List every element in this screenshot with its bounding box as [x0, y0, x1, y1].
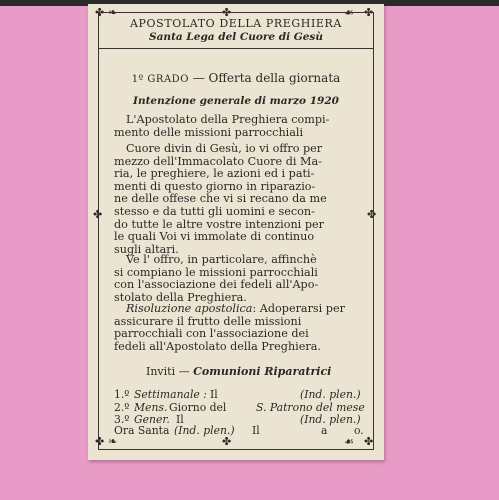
grado-offer: — Offerta della giornata	[192, 71, 341, 85]
row-indulgence: (Ind. plen.)	[174, 424, 235, 437]
text-line: ne delle offese che vi si recano da me	[114, 192, 327, 206]
text-line: mento delle missioni parrocchiali	[114, 125, 304, 139]
communion-row	[114, 424, 362, 436]
row-o: o.	[354, 424, 364, 437]
text-line: stolato della Preghiera.	[114, 290, 247, 304]
row-kind: Settimanale :	[134, 388, 207, 401]
paragraph-resolution	[114, 303, 362, 353]
text-line: parrocchiali con l'associazione dei	[114, 327, 309, 341]
row-day: Il	[210, 388, 218, 401]
text-line: menti di questo giorno in riparazio-	[114, 179, 316, 193]
text-line: ria, le preghiere, le azioni ed i pati-	[114, 167, 315, 181]
bottom-rule	[98, 449, 374, 450]
row-kind: Gener.	[134, 413, 170, 426]
scroll-ornament-icon: ❧	[108, 435, 118, 448]
scroll-ornament-icon: ☙	[344, 435, 354, 448]
row-number: 1.º	[114, 388, 130, 401]
text-line: con l'associazione dei fedeli all'Apo-	[114, 278, 319, 292]
corner-ornament-icon: ✤	[364, 6, 374, 19]
communion-row	[114, 401, 365, 414]
text-line: si compiano le missioni parrocchiali	[114, 265, 318, 279]
corner-ornament-icon: ✤	[95, 435, 105, 448]
row-day: Giorno del	[169, 401, 227, 414]
text-line: stesso e da tutti gli uomini e secon-	[114, 204, 315, 218]
row-hour: Ora Santa	[114, 424, 170, 437]
inviti-subtitle: Comunioni Riparatrici	[193, 365, 332, 378]
text-line: mezzo dell'Immacolato Cuore di Ma-	[114, 154, 322, 168]
inviti-heading	[146, 365, 362, 378]
side-ornament-icon: ✤	[93, 208, 103, 221]
scroll-ornament-icon: ❧	[108, 6, 118, 19]
text-line: le quali Voi vi immolate di continuo	[114, 230, 315, 244]
row-day: Il	[176, 413, 184, 426]
row-day: Il	[252, 424, 260, 437]
communion-row	[114, 388, 362, 400]
text-line: Cuore divin di Gesù, io vi offro per	[126, 142, 323, 155]
text-line: do tutte le altre vostre intenzioni per	[114, 217, 324, 231]
text-line: fedeli all'Apostolato della Preghiera.	[114, 339, 321, 353]
text-line: sugli altari.	[114, 242, 179, 256]
header-rule	[98, 48, 374, 49]
text-line	[114, 303, 362, 316]
grado-degree: 1º GRADO	[131, 74, 189, 85]
inviti-label: Inviti —	[146, 365, 190, 378]
text-line: L'Apostolato della Preghiera compi-	[126, 113, 330, 126]
card-subtitle: Santa Lega del Cuore di Gesù	[149, 31, 323, 43]
resolution-label: Risoluzione apostolica	[126, 302, 253, 315]
row-number: 2.º	[114, 401, 130, 414]
row-indulgence: (Ind. plen.)	[300, 413, 361, 426]
top-rule	[98, 12, 374, 13]
text-line: Ve l' offro, in particolare, affinchè	[126, 253, 317, 266]
intention-heading: Intenzione generale di marzo 1920	[133, 95, 339, 107]
side-ornament-icon: ✤	[367, 208, 377, 221]
center-ornament-icon: ✤	[222, 6, 232, 19]
row-indulgence: (Ind. plen.)	[300, 388, 361, 401]
card-title: APOSTOLATO DELLA PREGHIERA	[130, 17, 342, 30]
resolution-first: : Adoperarsi per	[252, 302, 345, 315]
grado-line	[100, 71, 372, 85]
row-number: 3.º	[114, 413, 130, 426]
row-patron: S. Patrono del mese	[256, 401, 365, 414]
text-line: assicurare il frutto delle missioni	[114, 314, 302, 328]
row-a: a	[321, 424, 328, 437]
prayer-card	[88, 4, 384, 460]
paragraph-particular	[114, 254, 362, 304]
row-kind: Mens.	[134, 401, 168, 414]
paragraph-offering	[114, 143, 362, 256]
paragraph-intro	[114, 114, 362, 139]
scroll-ornament-icon: ☙	[344, 6, 354, 19]
corner-ornament-icon: ✤	[95, 6, 105, 19]
center-ornament-icon: ✤	[222, 435, 232, 448]
corner-ornament-icon: ✤	[364, 435, 374, 448]
